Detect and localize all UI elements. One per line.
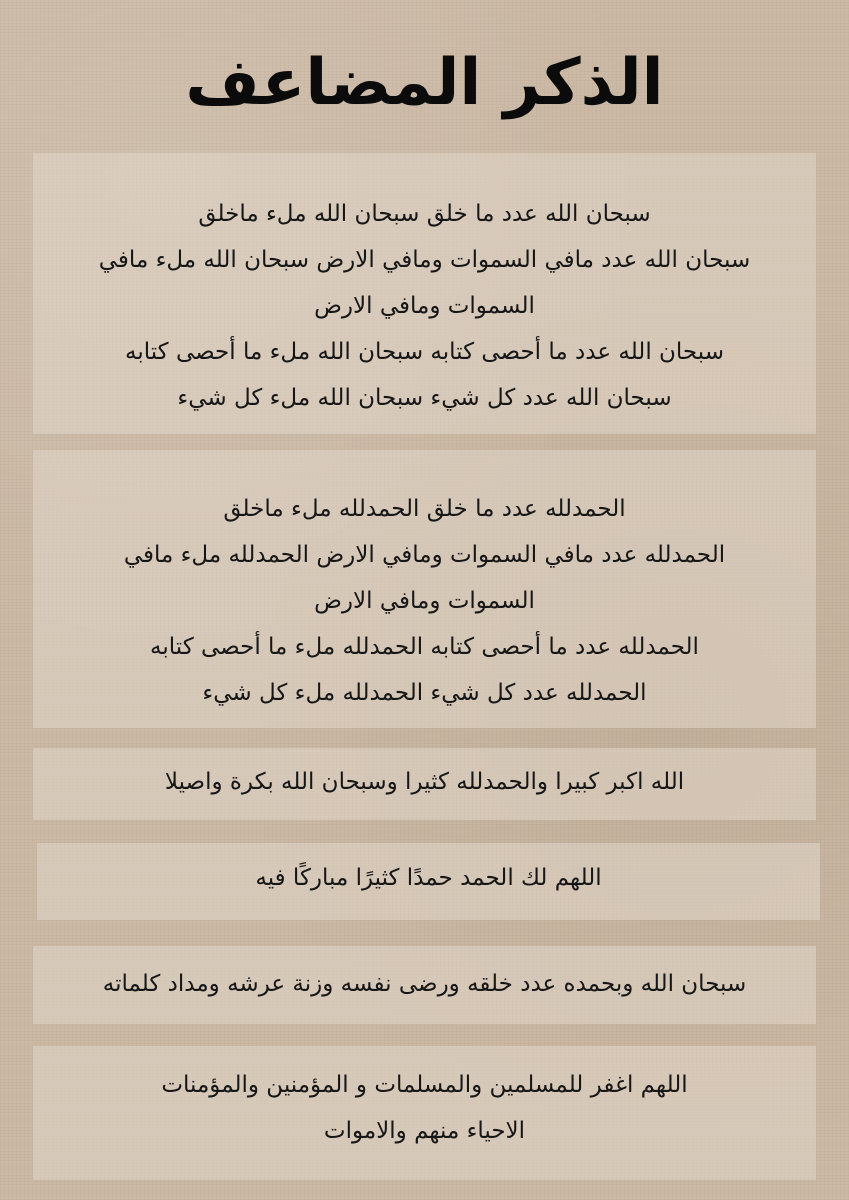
dhikr-line: سبحان الله عدد ما أحصى كتابه سبحان الله ملء ما أحصى كتابه	[125, 339, 724, 365]
dhikr-card-tasbih-bihamdih	[33, 946, 816, 1024]
dhikr-line: سبحان الله عدد ما خلق سبحان الله ملء ماخلق	[198, 201, 651, 227]
dhikr-line: السموات ومافي الارض	[314, 588, 535, 614]
dhikr-line: اللهم اغفر للمسلمين والمسلمات و المؤمنين والمؤمنات	[161, 1072, 688, 1098]
dhikr-card-tasbih	[33, 153, 816, 434]
dhikr-line: سبحان الله عدد مافي السموات ومافي الارض سبحان الله ملء مافي	[98, 247, 751, 273]
dhikr-line: الاحياء منهم والاموات	[323, 1118, 526, 1144]
dhikr-card-takbir	[33, 748, 816, 820]
dhikr-line: سبحان الله وبحمده عدد خلقه ورضى نفسه وزنة عرشه ومداد كلماته	[102, 971, 747, 997]
dhikr-line: الحمدلله عدد ما أحصى كتابه الحمدلله ملء ما أحصى كتابه	[150, 634, 699, 660]
dhikr-line: الله اكبر كبيرا والحمدلله كثيرا وسبحان الله بكرة واصيلا	[164, 769, 685, 795]
dhikr-line: الحمدلله عدد ما خلق الحمدلله ملء ماخلق	[223, 496, 626, 522]
dhikr-card-hamd	[37, 843, 820, 920]
dhikr-line: الحمدلله عدد كل شيء الحمدلله ملء كل شيء	[202, 680, 647, 706]
dhikr-card-tahmid	[33, 450, 816, 728]
dhikr-card-istighfar	[33, 1046, 816, 1180]
dhikr-line: سبحان الله عدد كل شيء سبحان الله ملء كل شيء	[177, 385, 672, 411]
dhikr-line: السموات ومافي الارض	[314, 293, 535, 319]
dhikr-line: اللهم لك الحمد حمدًا كثيرًا مباركًا فيه	[255, 865, 602, 891]
page-title: الذكر المضاعف	[185, 46, 664, 120]
dhikr-line: الحمدلله عدد مافي السموات ومافي الارض الحمدلله ملء مافي	[123, 542, 726, 568]
